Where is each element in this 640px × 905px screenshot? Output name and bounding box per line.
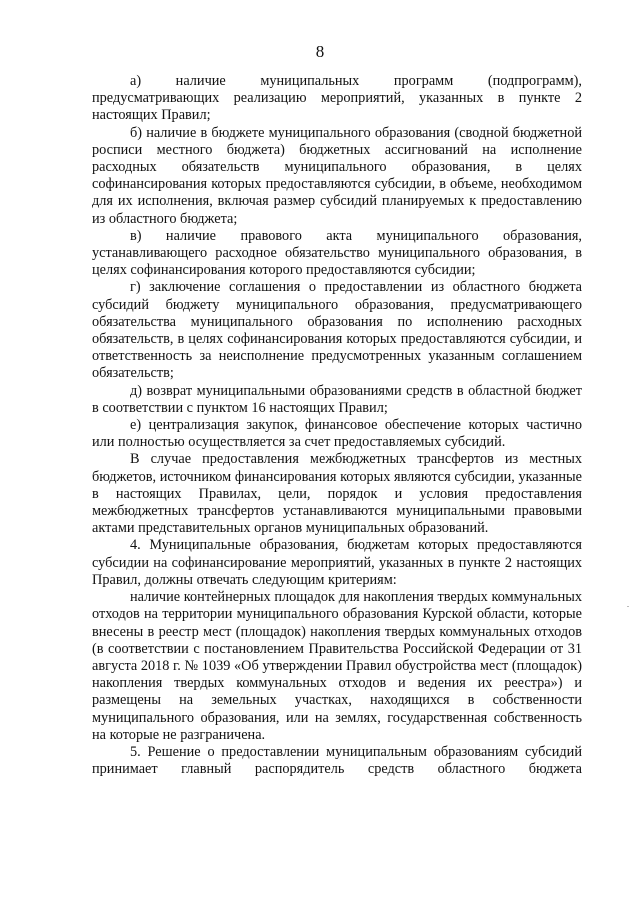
paragraph-container-sites: наличие контейнерных площадок для накопления твердых коммунальных отходов на территории муниципального образования Курской области, которые внесены в реестр мест (площадок) накопления твердых коммунальных отходов (в соответствии с постановлением Правительства Российской Федерации от 31 августа 2018 г. № 1039 «Об утверждении Правил обустройства мест (площадок) накопления твердых коммунальных отходов и ведения их реестра») и размещены на земельных участках, находящихся в собственности муниципального образования, или на землях, государственная собственность на которые не разграничена. [92, 589, 582, 743]
paragraph-g: г) заключение соглашения о предоставлении из областного бюджета субсидий бюджету муниципального образования, предусматривающего обязательства муниципального образования по исполнению расходных обязательств, в целях софинансирования которых предоставляются субсидии, и ответственность за неисполнение предусмотренных указанным соглашением обязательств; [92, 279, 582, 382]
paragraph-d: д) возврат муниципальными образованиями средств в областной бюджет в соответствии с пунктом 16 настоящих Правил; [92, 382, 582, 416]
paragraph-interbudget-transfers: В случае предоставления межбюджетных трансфертов из местных бюджетов, источником финансирования которых являются субсидии, указанные в настоящих Правилах, цели, порядок и условия предоставления межбюджетных трансфертов устанавливаются муниципальными правовыми актами представительных органов муниципальных образований. [92, 451, 582, 537]
paragraph-5-decision: 5. Решение о предоставлении муниципальным образованиям субсидий принимает главный распорядитель средств областного бюджета [92, 743, 582, 778]
paragraph-e: е) централизация закупок, финансовое обеспечение которых частично или полностью осуществляется за счет предоставляемых субсидий. [92, 417, 582, 451]
paragraph-a: а) наличие муниципальных программ (подпрограмм), предусматривающих реализацию мероприятий, указанных в пункте 2 настоящих Правил; [92, 73, 582, 124]
paragraph-b: б) наличие в бюджете муниципального образования (сводной бюджетной росписи местного бюджета) бюджетных ассигнований на исполнение расходных обязательств муниципального образования, в целях софинансирования которых предоставляются субсидии, в объеме, необходимом для их исполнения, включая размер субсидий планируемых к предоставлению из областного бюджета; [92, 124, 582, 227]
scan-speck [627, 606, 629, 607]
page-number: 8 [315, 42, 325, 61]
paragraph-v: в) наличие правового акта муниципального образования, устанавливающего расходное обязательство муниципального образования, в целях софинансирования которого предоставляются субсидии; [92, 227, 582, 279]
paragraph-4-criteria: 4. Муниципальные образования, бюджетам которых предоставляются субсидии на софинансирование мероприятий, указанных в пункте 2 настоящих Правил, должны отвечать следующим критериям: [92, 537, 582, 588]
document-body [92, 73, 582, 778]
